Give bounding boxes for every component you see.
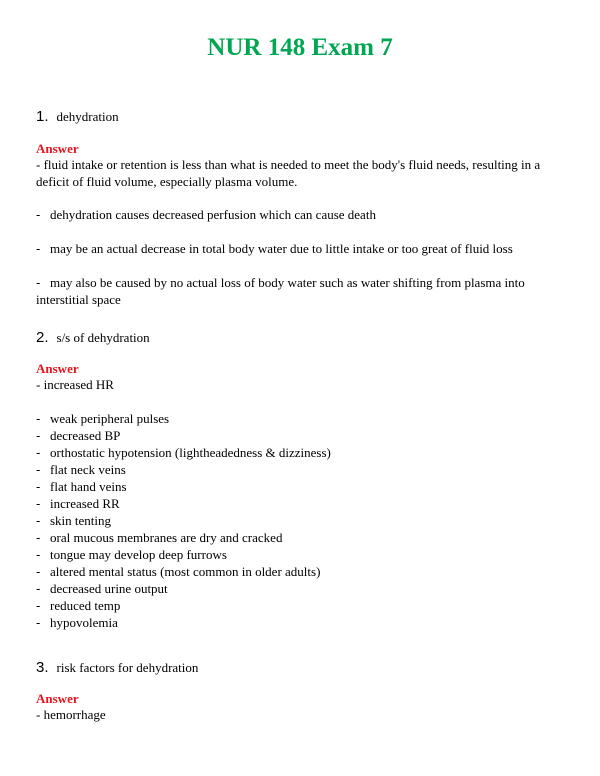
question-text: s/s of dehydration — [56, 330, 150, 345]
question-number: 2. — [36, 329, 49, 346]
list-item: - orthostatic hypotension (lightheadedness & dizziness) — [36, 445, 331, 460]
list-item: - flat neck veins — [36, 462, 126, 477]
answer-intro: - hemorrhage — [36, 707, 106, 722]
question-text: risk factors for dehydration — [56, 660, 199, 675]
list-item: - reduced temp — [36, 598, 121, 613]
symptom-list — [36, 410, 331, 631]
answer-point: - may be an actual decrease in total body water due to little intake or too great of fluid loss — [36, 241, 513, 256]
question-text: dehydration — [56, 109, 119, 124]
answer-point: - dehydration causes decreased perfusion which can cause death — [36, 207, 376, 222]
list-item: - decreased urine output — [36, 581, 168, 596]
question-1 — [36, 108, 119, 125]
list-item: - increased RR — [36, 496, 120, 511]
answer-point: - may also be caused by no actual loss of body water such as water shifting from plasma into interstitial space — [36, 275, 525, 307]
list-item: - decreased BP — [36, 428, 121, 443]
list-item: - hypovolemia — [36, 615, 118, 630]
answer-label: Answer — [36, 691, 79, 706]
list-item: - skin tenting — [36, 513, 112, 528]
list-item: - flat hand veins — [36, 479, 127, 494]
list-item: - tongue may develop deep furrows — [36, 547, 227, 562]
question-number: 1. — [36, 108, 49, 125]
list-item: - oral mucous membranes are dry and cracked — [36, 530, 283, 545]
question-2 — [36, 329, 150, 346]
answer-label: Answer — [36, 141, 79, 156]
answer-label: Answer — [36, 361, 79, 376]
document-title: NUR 148 Exam 7 — [207, 34, 393, 61]
answer-intro: - increased HR — [36, 377, 114, 392]
question-3 — [36, 659, 198, 676]
answer-intro: - fluid intake or retention is less than what is needed to meet the body's fluid needs, resulting in a deficit of fluid volume, especially plasma volume. — [36, 157, 541, 189]
list-item: - altered mental status (most common in older adults) — [36, 564, 321, 579]
question-number: 3. — [36, 659, 49, 676]
list-item: - weak peripheral pulses — [36, 411, 170, 426]
